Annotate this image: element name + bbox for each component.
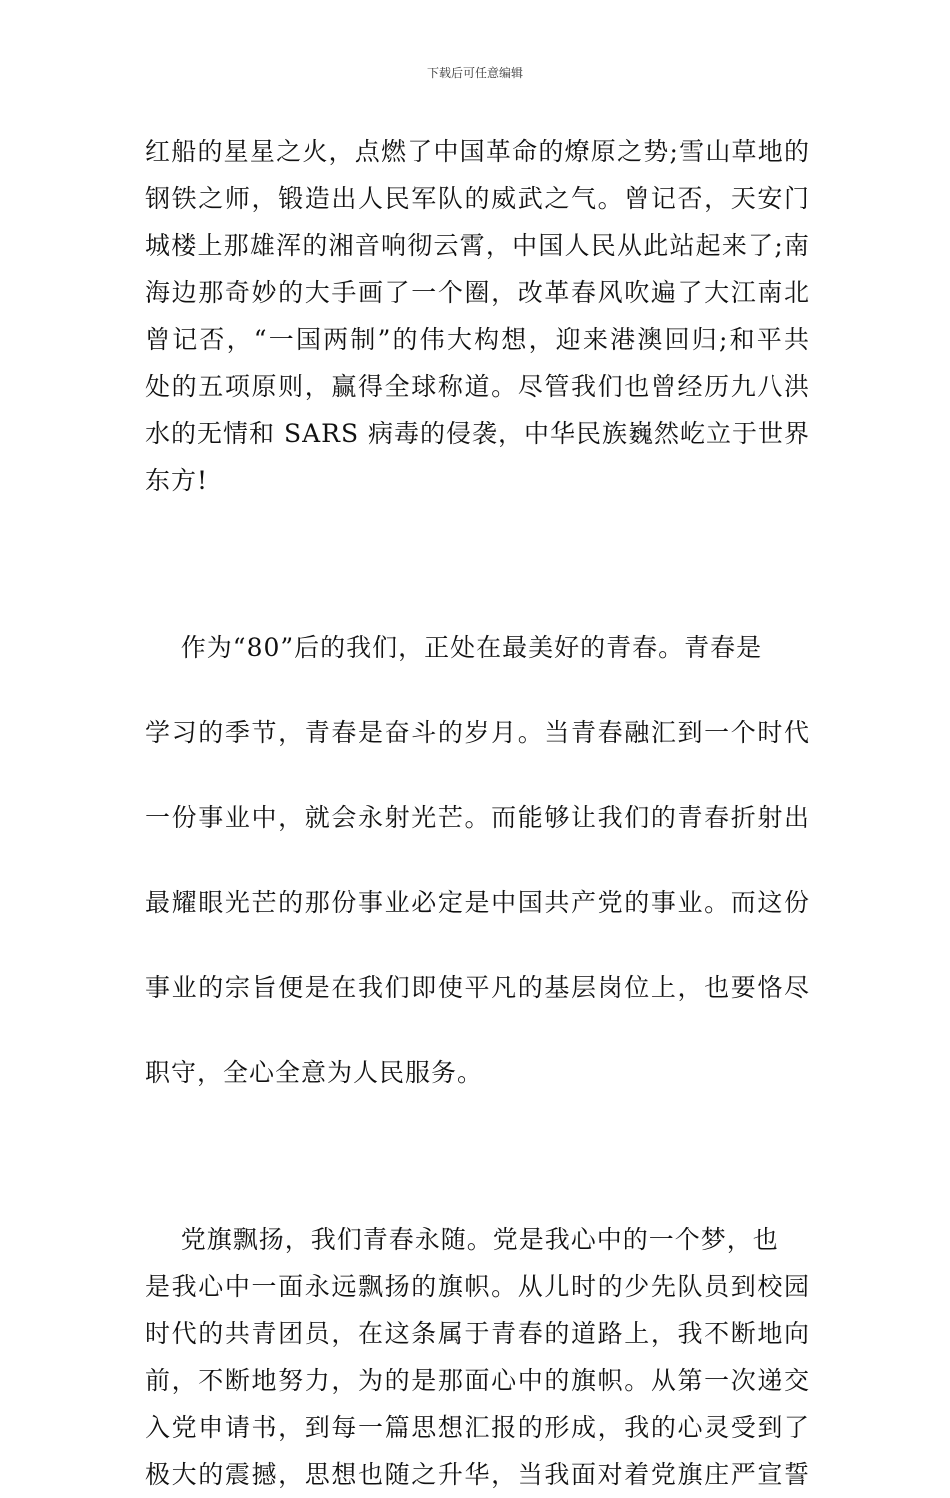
paragraph-2 [145, 586, 810, 1134]
text-line: 钢铁之师，锻造出人民军队的威武之气。曾记否，天安门 [145, 184, 810, 213]
paragraph-3 [145, 1216, 810, 1498]
text-line: 极大的震撼，思想也随之升华，当我面对着党旗庄严宣誓 [145, 1460, 810, 1489]
paragraph-spacer [145, 1134, 810, 1170]
text-line: 一份事业中，就会永射光芒。而能够让我们的青春折射出 [145, 803, 810, 832]
text-line: 红船的星星之火，点燃了中国革命的燎原之势;雪山草地的 [145, 137, 810, 166]
text-line: 作为“80”后的我们，正处在最美好的青春。青春是 [145, 633, 763, 662]
paragraph-spacer [145, 504, 810, 540]
text-line: 东方! [145, 466, 209, 495]
paragraph-spacer [145, 540, 810, 586]
text-line: 城楼上那雄浑的湘音响彻云霄，中国人民从此站起来了;南 [145, 231, 810, 260]
page-header: 下载后可任意编辑 [426, 66, 523, 80]
paragraph-1 [145, 128, 810, 504]
document-body [145, 128, 810, 1498]
text-line: 事业的宗旨便是在我们即使平凡的基层岗位上，也要恪尽 [145, 973, 810, 1002]
text-line: 水的无情和 SARS 病毒的侵袭，中华民族巍然屹立于世界 [145, 419, 811, 448]
text-line: 党旗飘扬，我们青春永随。党是我心中的一个梦，也 [145, 1225, 779, 1254]
text-line: 学习的季节，青春是奋斗的岁月。当青春融汇到一个时代 [145, 718, 810, 747]
paragraph-spacer [145, 1170, 810, 1216]
text-line: 时代的共青团员，在这条属于青春的道路上，我不断地向 [145, 1319, 810, 1348]
text-line: 职守，全心全意为人民服务。 [145, 1058, 484, 1087]
text-line: 最耀眼光芒的那份事业必定是中国共产党的事业。而这份 [145, 888, 810, 917]
text-line: 处的五项原则，赢得全球称道。尽管我们也曾经历九八洪 [145, 372, 810, 401]
text-line: 曾记否，“一国两制”的伟大构想，迎来港澳回归;和平共 [145, 325, 810, 354]
text-line: 入党申请书，到每一篇思想汇报的形成，我的心灵受到了 [145, 1413, 810, 1442]
text-line: 是我心中一面永远飘扬的旗帜。从儿时的少先队员到校园 [145, 1272, 810, 1301]
text-line: 海边那奇妙的大手画了一个圈，改革春风吹遍了大江南北 [145, 278, 810, 307]
text-line: 前，不断地努力，为的是那面心中的旗帜。从第一次递交 [145, 1366, 810, 1395]
